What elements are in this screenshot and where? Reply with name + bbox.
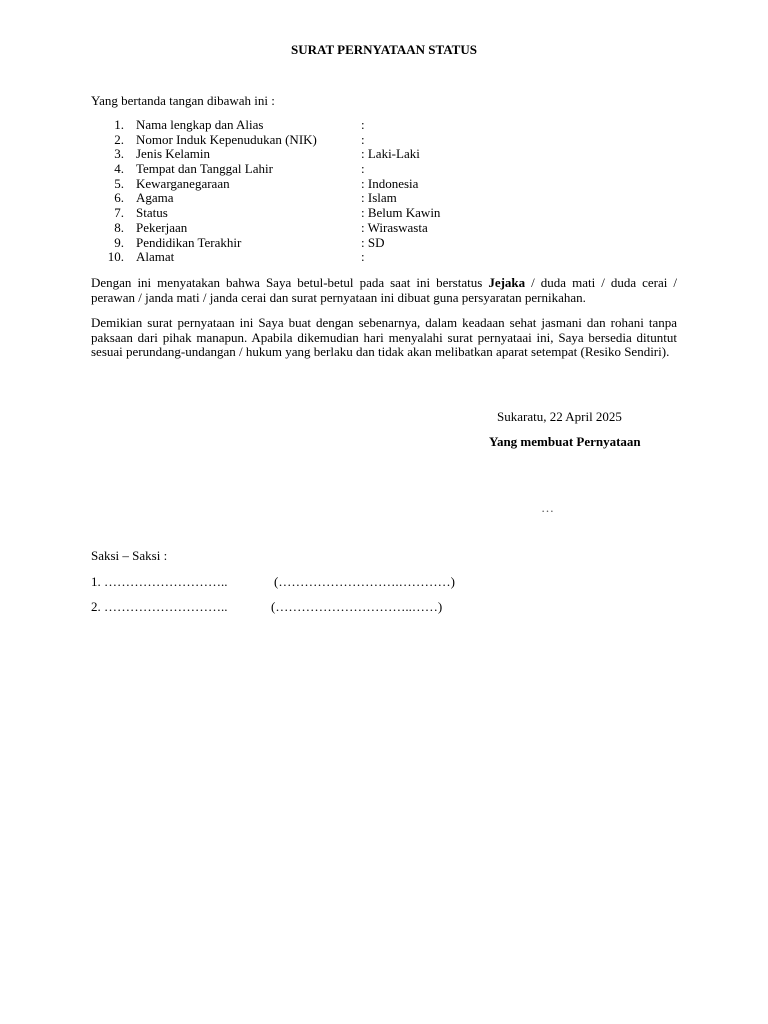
field-number: 8. — [114, 219, 124, 235]
intro-text: Yang bertanda tangan dibawah ini : — [91, 93, 275, 108]
statement-paragraph — [91, 276, 677, 305]
witness-name-line: 1. ……………………….. — [91, 574, 228, 589]
field-label: Nama lengkap dan Alias — [136, 117, 264, 132]
field-number: 1. — [114, 117, 124, 132]
status-highlight: Jejaka — [488, 275, 526, 290]
witness-row — [91, 599, 443, 615]
field-label: Pendidikan Terakhir — [136, 234, 242, 250]
witness-signature-line: (……………………….…………) — [274, 574, 455, 589]
field-row — [91, 191, 691, 206]
closing-paragraph: Demikian surat pernyataan ini Saya buat dengan sebenarnya, dalam keadaan sehat jasmani dan rohani tanpa paksaan dari pihak manapun. Apabila dikemudian hari menyalahi surat pernyataai ini, Saya bersedia dituntut sesuai perundang-undangan / hukum yang berlaku dan tidak akan melibatkan aparat setempat (Resiko Sendiri). — [91, 315, 677, 360]
field-row — [91, 250, 691, 265]
field-label: Pekerjaan — [136, 219, 188, 235]
field-value: : — [361, 249, 365, 265]
field-row — [91, 162, 691, 177]
field-label: Agama — [136, 190, 174, 206]
signature-placeholder: … — [541, 500, 554, 515]
signer-label: Yang membuat Pernyataan — [489, 434, 641, 449]
statement-text-start: Dengan ini menyatakan bahwa Saya betul-betul pada saat ini berstatus — [91, 275, 489, 290]
field-value: : Wiraswasta — [361, 219, 428, 235]
field-label: Kewarganegaraan — [136, 175, 230, 191]
witness-signature-line: (…………………………..……) — [271, 599, 443, 614]
witness-heading: Saksi – Saksi : — [91, 548, 168, 563]
field-value: : SD — [361, 234, 385, 250]
field-number: 2. — [114, 131, 124, 147]
field-row — [91, 221, 691, 236]
field-number: 5. — [114, 175, 124, 191]
field-value: : Indonesia — [361, 175, 419, 191]
field-label: Nomor Induk Kepenudukan (NIK) — [136, 131, 317, 147]
field-label: Tempat dan Tanggal Lahir — [136, 161, 273, 177]
field-row — [91, 147, 691, 162]
field-row — [91, 177, 691, 192]
field-value: : Laki-Laki — [361, 146, 420, 162]
field-value: : Belum Kawin — [361, 205, 441, 221]
field-number: 3. — [114, 146, 124, 162]
field-label: Jenis Kelamin — [136, 146, 211, 162]
field-number: 10. — [107, 249, 124, 265]
field-label: Status — [136, 205, 168, 221]
witness-name-line: 2. ……………………….. — [91, 599, 228, 614]
field-value: : Islam — [361, 190, 397, 206]
field-number: 6. — [114, 190, 124, 206]
field-value: : — [361, 131, 365, 147]
field-value: : — [361, 161, 365, 177]
place-date: Sukaratu, 22 April 2025 — [497, 409, 622, 424]
field-row — [91, 236, 691, 251]
field-number: 9. — [114, 234, 124, 250]
statement-text-end: / duda mati / duda cerai / perawan / janda mati / janda cerai dan surat pernyataan ini dibuat guna persyaratan pernikahan. — [91, 275, 677, 305]
field-number: 4. — [114, 161, 124, 177]
field-list — [91, 118, 691, 265]
witness-row — [91, 574, 455, 590]
field-number: 7. — [114, 205, 124, 221]
field-row — [91, 206, 691, 221]
field-label: Alamat — [136, 249, 175, 265]
field-row — [91, 118, 691, 133]
field-row — [91, 133, 691, 148]
page-title: SURAT PERNYATAAN STATUS — [291, 42, 477, 57]
field-value: : — [361, 117, 365, 132]
